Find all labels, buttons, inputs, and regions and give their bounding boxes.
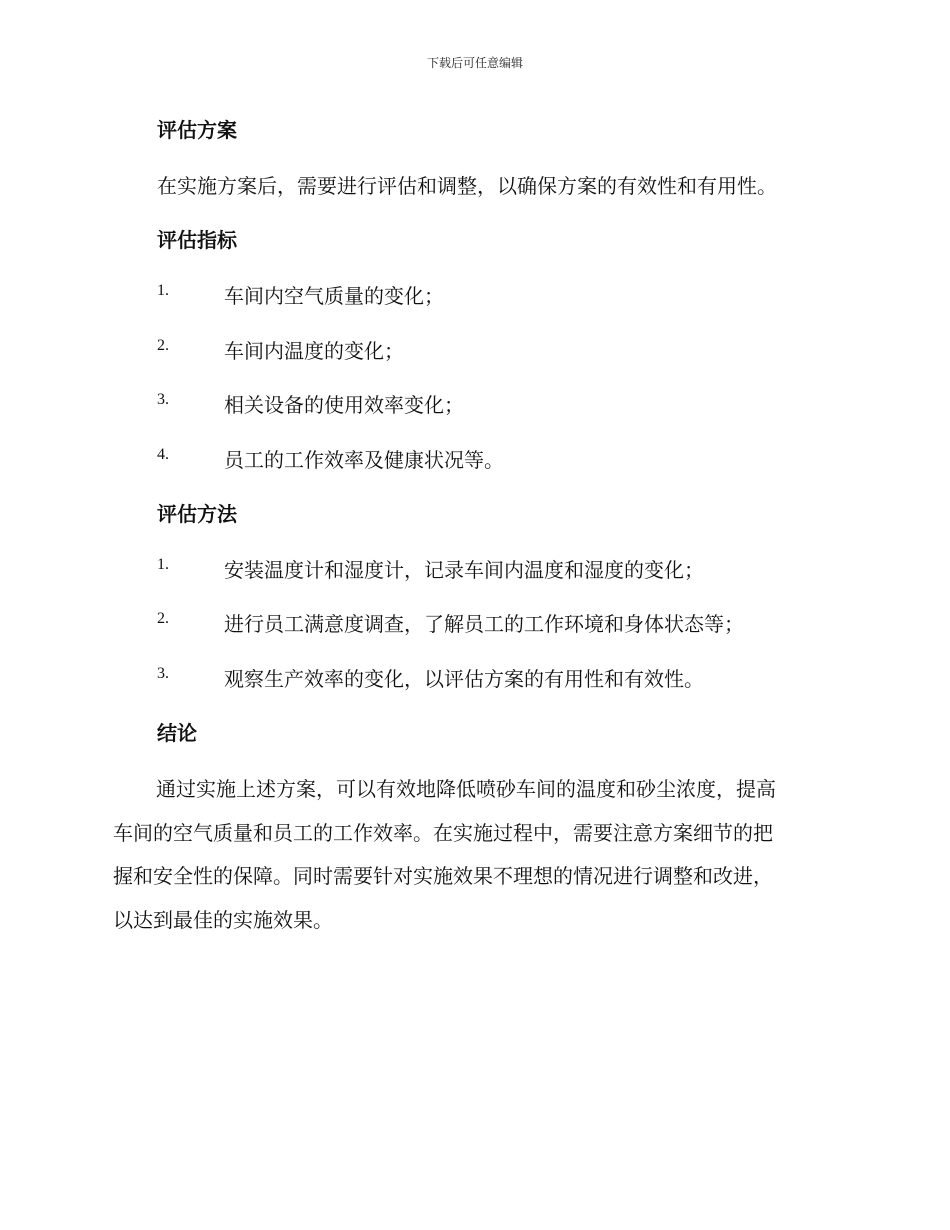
- list-item: [157, 335, 857, 365]
- conclusion-line: 通过实施上述方案，可以有效地降低喷砂车间的温度和砂尘浓度，提高: [156, 777, 776, 801]
- list-item-number: 2.: [157, 610, 169, 627]
- list-item-text: 车间内空气质量的变化；: [224, 284, 444, 308]
- list-item-text: 进行员工满意度调查，了解员工的工作环境和身体状态等；: [224, 612, 744, 636]
- list-item: [157, 389, 857, 419]
- header-note: 下载后可任意编辑: [426, 56, 523, 70]
- list-item-number: 1.: [157, 282, 169, 299]
- list-item: [157, 554, 857, 584]
- list-item: [157, 444, 857, 474]
- list-item: [157, 280, 857, 310]
- list-item: [157, 608, 857, 638]
- list-item-number: 2.: [157, 337, 169, 354]
- conclusion-line: 握和安全性的保障。同时需要针对实施效果不理想的情况进行调整和改进，: [113, 864, 773, 888]
- heading-evaluation-methods: 评估方法: [157, 502, 237, 526]
- list-item-text: 观察生产效率的变化，以评估方案的有用性和有效性。: [224, 667, 704, 691]
- list-item-text: 安装温度计和湿度计，记录车间内温度和湿度的变化；: [224, 558, 704, 582]
- list-item-text: 员工的工作效率及健康状况等。: [224, 448, 504, 472]
- list-item-number: 1.: [157, 556, 169, 573]
- list-item-number: 4.: [157, 446, 169, 463]
- list-item-number: 3.: [157, 665, 169, 682]
- heading-conclusion: 结论: [157, 721, 197, 745]
- conclusion-paragraph: [113, 768, 833, 942]
- conclusion-line: 车间的空气质量和员工的工作效率。在实施过程中，需要注意方案细节的把: [113, 820, 773, 845]
- heading-evaluation-plan: 评估方案: [157, 118, 237, 142]
- list-item-text: 相关设备的使用效率变化；: [224, 393, 464, 417]
- list-item-number: 3.: [157, 391, 169, 408]
- conclusion-line: 以达到最佳的实施效果。: [113, 907, 333, 932]
- heading-evaluation-indicators: 评估指标: [157, 228, 237, 252]
- evaluation-plan-text: 在实施方案后，需要进行评估和调整，以确保方案的有效性和有用性。: [157, 174, 777, 198]
- list-item-text: 车间内温度的变化；: [224, 339, 404, 363]
- list-item: [157, 663, 857, 693]
